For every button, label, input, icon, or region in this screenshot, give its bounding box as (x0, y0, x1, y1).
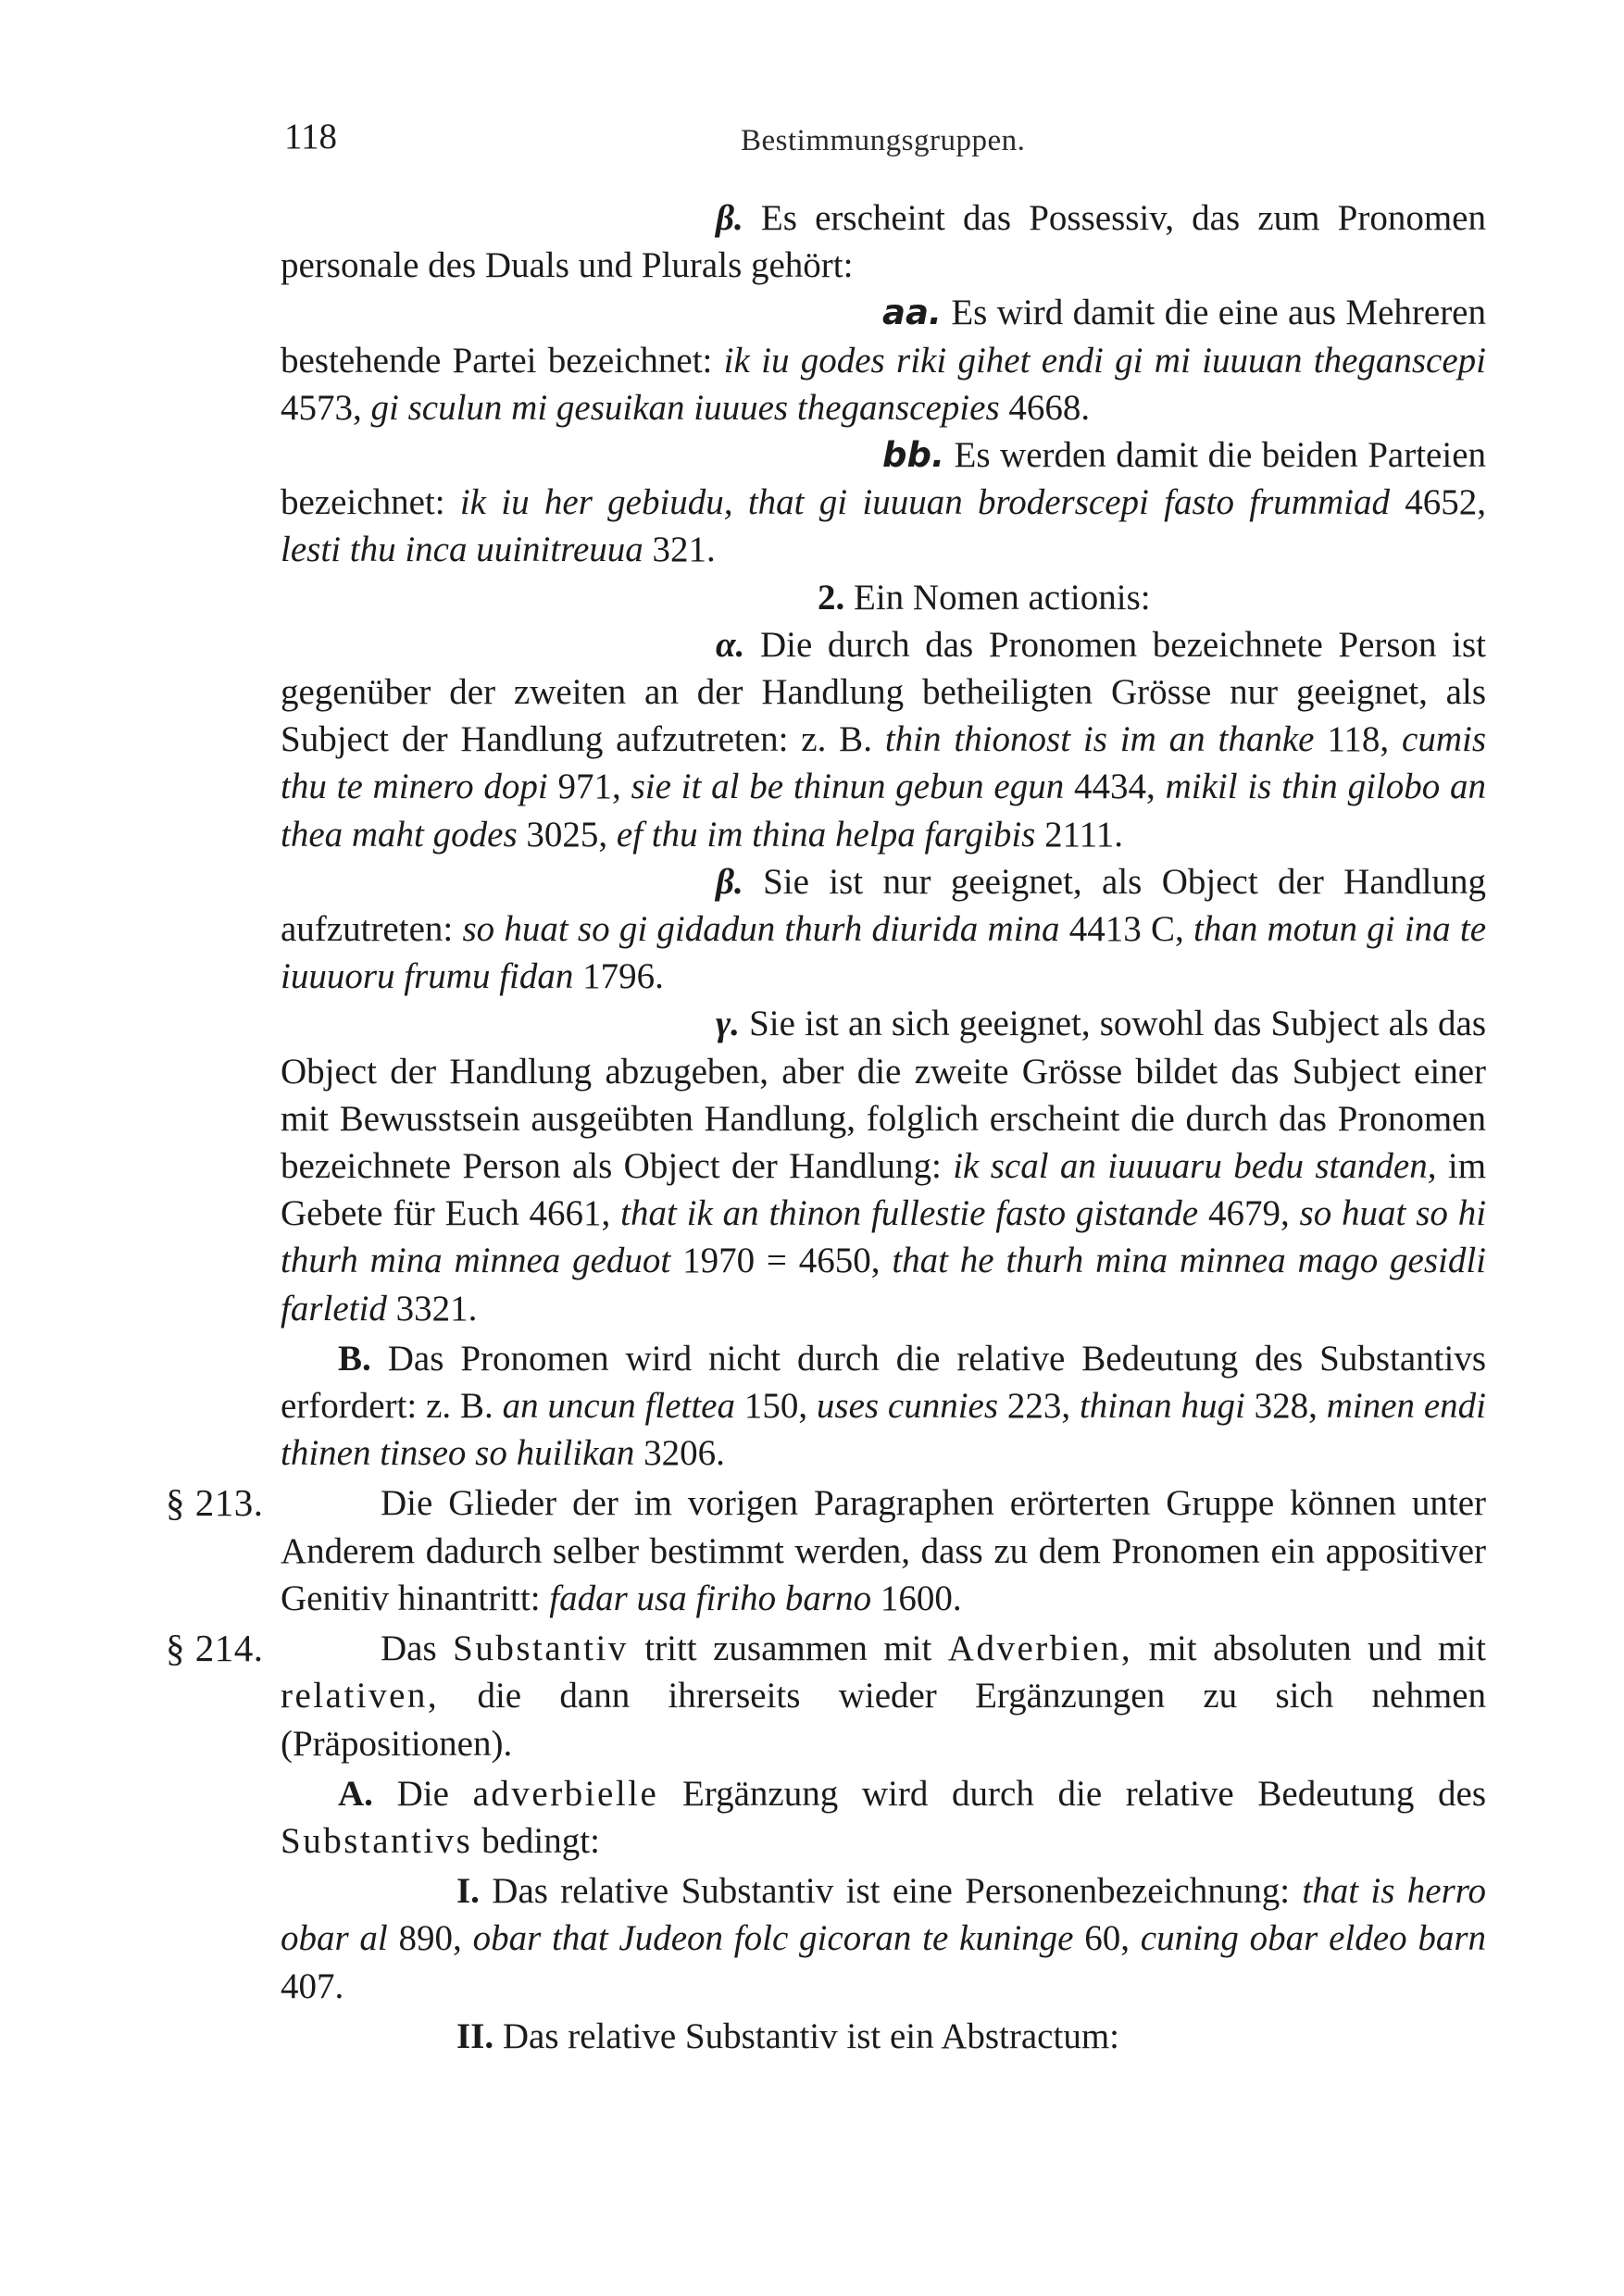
paragraph-A (281, 1770, 1486, 1865)
item-marker: II. (456, 2015, 494, 2056)
paragraph-213 (281, 1479, 1486, 1622)
paragraph-text: Es werden damit die beiden Parteien bezeichnet: (281, 435, 1486, 523)
quotation: that is herro obar al (281, 1871, 1487, 1959)
quotation: that ik an thinon fullestie fasto gistande (620, 1193, 1199, 1234)
spaced-term: adverbielle (472, 1773, 659, 1814)
paragraph-text: Das (381, 1628, 437, 1669)
paragraph-text: Das relative Substantiv ist eine Personenbezeichnung: (492, 1871, 1291, 1912)
section-number: § 214. (166, 1627, 264, 1670)
verse-reference: 4661, (529, 1193, 611, 1234)
spaced-term: Substantivs (281, 1820, 473, 1861)
paragraph-text: Ergänzung wird durch die relative Bedeutung des (681, 1773, 1487, 1814)
paragraph-text: Ein Nomen actionis: (854, 577, 1151, 618)
item-marker: β. (716, 861, 743, 902)
paragraph-text: bedingt: (481, 1820, 600, 1861)
paragraph-gamma (281, 1000, 1486, 1331)
item-marker: I. (456, 1871, 480, 1912)
item-marker: aa. (882, 293, 942, 333)
paragraph-text: Sie ist an sich geeignet, sowohl das Subject als das Object der Handlung abzugeben, aber die zweite Grösse bildet das Subject einer mit Bewusstsein ausgeübten Handlung, folglich erscheint die durch das Pronomen bezeichnete Person als Object der Handlung: (281, 1004, 1487, 1187)
quotation: than motun gi ina te iuuuoru frumu fidan (281, 909, 1487, 997)
paragraph-text: die dann ihrerseits wieder Ergänzungen zu sich nehmen (Präpositionen). (281, 1676, 1486, 1764)
gloss: im Gebete für Euch (281, 1146, 1487, 1234)
verse-reference: 4668. (1008, 387, 1091, 428)
verse-reference: 1796. (582, 956, 664, 997)
paragraph-2-nomen-actionis (281, 574, 1486, 621)
paragraph-text: Die (396, 1773, 449, 1814)
paragraph-I (281, 1867, 1486, 2010)
paragraph-beta-object (281, 858, 1486, 1001)
quotation: ik scal an iuuuaru bedu standen, (953, 1146, 1437, 1187)
section-213 (166, 1479, 1486, 1622)
paragraph-text: tritt zusammen mit (644, 1628, 932, 1669)
verse-reference: 4413 C, (1068, 909, 1184, 950)
quotation: so huat so gi gidadun thurh diurida mina (462, 909, 1060, 950)
verse-reference: 2111. (1044, 814, 1123, 855)
item-marker: β. (716, 198, 743, 238)
quotation: mikil is thin gilobo an thea maht godes (281, 767, 1487, 855)
spaced-term: Adverbien, (947, 1628, 1133, 1669)
item-marker: B. (338, 1338, 371, 1379)
quotation: gi sculun mi gesuikan iuuues theganscepies (370, 387, 1000, 428)
section-214 (166, 1625, 1487, 1767)
verse-reference: 3321. (395, 1288, 478, 1329)
item-marker: α. (716, 624, 745, 665)
verse-reference: 3025, (526, 814, 608, 855)
quotation: thin thionost is im an thanke (884, 719, 1315, 760)
quotation: cuning obar eldeo barn (1140, 1918, 1487, 1959)
paragraph-text: Sie ist nur geeignet, als Object der Handlung aufzutreten: (281, 861, 1486, 950)
paragraph-text: Das Pronomen wird nicht durch die relative Bedeutung des Substantivs erfordert: z. B. (281, 1338, 1486, 1427)
verse-reference: 150, (743, 1386, 808, 1427)
verse-reference: 321. (652, 530, 716, 570)
item-marker: A. (338, 1773, 373, 1814)
verse-reference: 60, (1084, 1918, 1131, 1959)
verse-reference: 971, (557, 767, 621, 807)
paragraph-text: Die durch das Pronomen bezeichnete Person ist gegenüber der zweiten an der Handlung betheiligten Grösse nur geeignet, als Subject der Handlung aufzutreten: z. B. (281, 624, 1487, 760)
quotation: uses cunnies (816, 1386, 999, 1427)
spaced-term: Substantiv (453, 1628, 629, 1669)
page-body (166, 194, 1487, 2060)
quotation: ik iu her gebiudu, that gi iuuuan broderscepi fasto frummiad (459, 482, 1390, 523)
verse-reference: 4434, (1074, 767, 1156, 807)
quotation: an uncun flettea (502, 1386, 735, 1427)
paragraph-II (281, 2013, 1486, 2060)
paragraph-214 (281, 1625, 1486, 1767)
running-title: Bestimmungsgruppen. (741, 124, 1026, 157)
item-marker: bb. (882, 435, 945, 476)
spaced-term: relativen, (281, 1676, 440, 1716)
quotation: fadar usa firiho barno (549, 1578, 872, 1618)
quotation: cumis thu te minero dopi (281, 719, 1487, 807)
verse-reference: 4652, (1405, 482, 1486, 523)
verse-reference: 1970 = 4650, (682, 1241, 881, 1281)
paragraph-alpha (281, 621, 1486, 858)
verse-reference: 407. (281, 1965, 344, 2006)
quotation: obar that Judeon folc gicoran te kuninge (472, 1918, 1074, 1959)
quotation: that he thurh mina minnea mago gesidli farletid (281, 1241, 1487, 1329)
verse-reference: 223, (1006, 1386, 1071, 1427)
paragraph-text: Es erscheint das Possessiv, das zum Pronomen personale des Duals und Plurals gehört: (281, 198, 1486, 286)
section-number: § 213. (166, 1481, 264, 1525)
paragraph-beta-possessiv (281, 194, 1486, 289)
quotation: thinan hugi (1079, 1386, 1245, 1427)
paragraph-text: Das relative Substantiv ist ein Abstractum: (502, 2015, 1120, 2056)
paragraph-aa (281, 289, 1486, 431)
paragraph-text: mit absoluten und mit (1148, 1628, 1487, 1669)
verse-reference: 1600. (880, 1578, 962, 1618)
verse-reference: 328, (1254, 1386, 1318, 1427)
paragraph-text: Es wird damit die eine aus Mehreren bestehende Partei bezeichnet: (281, 293, 1486, 381)
verse-reference: 3206. (643, 1433, 725, 1474)
item-marker: 2. (818, 577, 845, 618)
quotation: so huat so hi thurh mina minnea geduot (281, 1193, 1487, 1281)
quotation: minen endi thinen tinseo so huilikan (281, 1386, 1486, 1474)
quotation: ik iu godes riki gihet endi gi mi iuuuan theganscepi (723, 340, 1487, 381)
verse-reference: 118, (1327, 719, 1390, 760)
verse-reference: 4573, (281, 387, 362, 428)
paragraph-bb (281, 431, 1486, 574)
paragraph-B (281, 1335, 1486, 1478)
page-number: 118 (284, 117, 338, 156)
item-marker: γ. (716, 1004, 740, 1044)
quotation: ef thu im thina helpa fargibis (616, 814, 1036, 855)
verse-reference: 4679, (1207, 1193, 1290, 1234)
verse-reference: 890, (398, 1918, 462, 1959)
quotation: sie it al be thinun gebun egun (631, 767, 1065, 807)
paragraph-text: Die Glieder der im vorigen Paragraphen erörterten Gruppe können unter Anderem dadurch selber bestimmt werden, dass zu dem Pronomen ein appositiver Genitiv hinantritt: (281, 1483, 1486, 1618)
quotation: lesti thu inca uuinitreuua (281, 530, 643, 570)
